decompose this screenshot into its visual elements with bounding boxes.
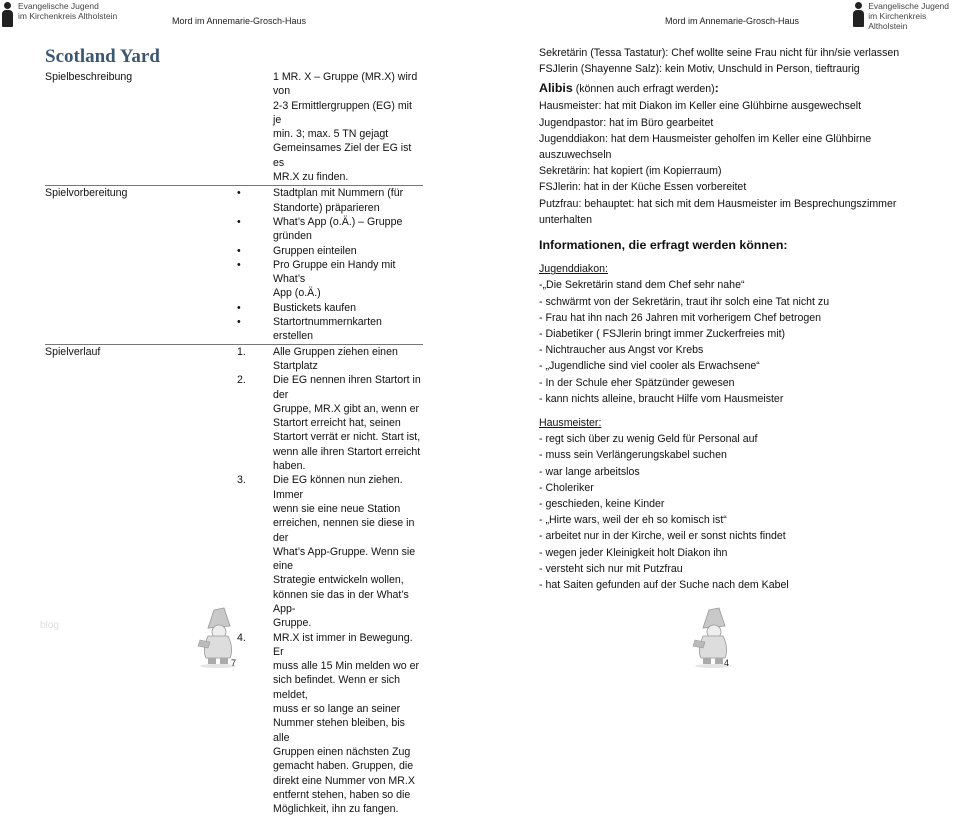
- list-item: - Choleriker: [539, 481, 594, 494]
- table-row: [45, 186, 423, 344]
- text-line: Jugendpastor: hat im Büro gearbeitet: [539, 116, 714, 129]
- list-item: - schwärmt von der Sekretärin, traut ihr solch eine Tat nicht zu: [539, 295, 830, 308]
- list-item: - muss sein Verlängerungskabel suchen: [539, 449, 727, 462]
- bullet-icon: •: [237, 301, 241, 314]
- list-item: 3. Die EG können nun ziehen. Immer wenn sie eine neue Station erreichen, nennen sie diese in der What’s App-Gruppe. Wenn sie eine Strategie entwickeln wollen, können sie das in der What’s App- Gruppe.: [237, 474, 416, 630]
- text-line: min. 3; max. 5 TN gejagt: [273, 128, 389, 141]
- bullet-list: [237, 186, 423, 343]
- page-title: Scotland Yard: [45, 46, 160, 67]
- row-label: Spielvorbereitung: [45, 186, 251, 344]
- text-line: auszuwechseln: [539, 149, 612, 162]
- bullet-icon: •: [237, 215, 241, 228]
- list-item: -„Die Sekretärin stand dem Chef sehr nahe“: [539, 279, 745, 292]
- text-line: Jugenddiakon: hat dem Hausmeister geholfen im Keller eine Glühbirne: [539, 132, 872, 145]
- list-item: - Frau hat ihn nach 26 Jahren mit vorherigem Chef betrogen: [539, 311, 822, 324]
- list-item: - hat Saiten gefunden auf der Suche nach dem Kabel: [539, 579, 789, 592]
- table-row: [45, 70, 423, 186]
- list-item: - geschieden, keine Kinder: [539, 498, 665, 511]
- logo-line-1: Evangelische Jugend: [868, 1, 949, 11]
- list-item: 1. Alle Gruppen ziehen einen Startplatz: [237, 345, 398, 372]
- alibis-heading: Alibis (können auch erfragt werden):: [539, 81, 719, 96]
- person-logo-icon: [2, 2, 13, 28]
- list-item: • Gruppen einteilen: [237, 244, 357, 257]
- list-item: 2. Die EG nennen ihren Startort in der Gruppe, MR.X gibt an, wenn er Startort erreicht hat, seinen Startort verrät er nicht. Start ist, wenn alle ihren Startort erreicht haben.: [237, 374, 421, 473]
- text-line: Gemeinsames Ziel der EG ist es: [273, 142, 412, 169]
- row-content: [237, 186, 423, 344]
- list-item: • Startortnummernkarten erstellen: [237, 316, 382, 343]
- text-line: Putzfrau: behauptet: hat sich mit dem Hausmeister im Besprechungszimmer: [539, 197, 897, 210]
- text-line: 2-3 Ermittlergruppen (EG) mit je: [273, 99, 412, 126]
- header-title: Mord im Annemarie-Grosch-Haus: [665, 16, 800, 26]
- game-table: [45, 70, 423, 816]
- text-line: FSJlerin: hat in der Küche Essen vorbereitet: [539, 181, 747, 194]
- header-logo: [853, 1, 960, 31]
- logo-line-2: im Kirchenkreis Altholstein: [868, 11, 927, 31]
- text-line: Sekretärin: hat kopiert (im Kopierraum): [539, 165, 722, 178]
- list-item: 4. MR.X ist immer in Bewegung. Er muss alle 15 Min melden wo er sich befindet. Wenn er sich meldet, muss er so lange an seiner Nummer stehen bleiben, bis alle Gruppen einen nächsten Zug gemacht haben. Gruppen, die direkt eine Nummer von MR.X entfernt stehen, haben so die Möglichkeit, ihn zu fangen.: [237, 631, 420, 816]
- header-logo: [2, 1, 117, 28]
- info-heading: Informationen, die erfragt werden können:: [539, 238, 788, 253]
- header-title: Mord im Annemarie-Grosch-Haus: [172, 16, 307, 26]
- row-label: Spielbeschreibung: [45, 70, 251, 186]
- list-item: - In der Schule eher Spätzünder gewesen: [539, 376, 735, 389]
- numbered-list: [237, 345, 423, 816]
- page-number: 7: [231, 658, 237, 668]
- list-item: - Nichtraucher aus Angst vor Krebs: [539, 344, 704, 357]
- logo-line-1: Evangelische Jugend: [18, 1, 99, 11]
- row-content: [251, 70, 423, 186]
- list-item: • Bustickets kaufen: [237, 301, 357, 314]
- bullet-icon: •: [237, 244, 241, 257]
- list-item: - wegen jeder Kleinigkeit holt Diakon ihn: [539, 546, 728, 559]
- logo-line-2: im Kirchenkreis Altholstein: [18, 11, 118, 21]
- bullet-icon: •: [237, 316, 241, 329]
- bullet-icon: •: [237, 258, 241, 271]
- row-label: Spielverlauf: [45, 345, 101, 358]
- list-item: - regt sich über zu wenig Geld für Personal auf: [539, 433, 758, 446]
- list-item: - arbeitet nur in der Kirche, weil er sonst nichts findet: [539, 530, 786, 543]
- list-item: • What’s App (o.Ä.) – Gruppe gründen: [237, 215, 403, 243]
- row-content: [237, 344, 423, 816]
- person-logo-icon: [853, 2, 863, 28]
- gnome-mascot-icon: [685, 606, 739, 668]
- text-line: FSJlerin (Shayenne Salz): kein Motiv, Unschuld in Person, tieftraurig: [539, 63, 860, 76]
- list-item: - „Jugendliche sind viel cooler als Erwachsene“: [539, 360, 760, 373]
- list-item: - kann nichts alleine, braucht Hilfe vom Hausmeister: [539, 392, 784, 405]
- list-item: • Stadtplan mit Nummern (für Standorte) präparieren: [237, 187, 404, 214]
- faint-watermark-text: blog: [40, 620, 59, 631]
- table-row: [45, 344, 423, 816]
- bullet-icon: •: [237, 187, 241, 200]
- right-page-body: [539, 45, 909, 593]
- list-item: - war lange arbeitslos: [539, 465, 640, 478]
- list-item: • Pro Gruppe ein Handy mit What’s App (o.Ä.): [237, 258, 396, 300]
- group-title: Jugenddiakon:: [539, 263, 608, 276]
- text-line: 1 MR. X – Gruppe (MR.X) wird von: [273, 71, 418, 98]
- list-item: - versteht sich nur mit Putzfrau: [539, 562, 683, 575]
- list-item: - Diabetiker ( FSJlerin bringt immer Zuckerfreies mit): [539, 328, 786, 341]
- group-title: Hausmeister:: [539, 417, 602, 430]
- text-line: Sekretärin (Tessa Tastatur): Chef wollte seine Frau nicht für ihn/sie verlassen: [539, 47, 900, 59]
- text-line: MR.X zu finden.: [273, 171, 349, 184]
- text-line: Hausmeister: hat mit Diakon im Keller eine Glühbirne ausgewechselt: [539, 100, 862, 113]
- page-number: 4: [724, 658, 730, 668]
- list-item: - „Hirte wars, weil der eh so komisch ist“: [539, 514, 727, 527]
- text-line: unterhalten: [539, 213, 593, 226]
